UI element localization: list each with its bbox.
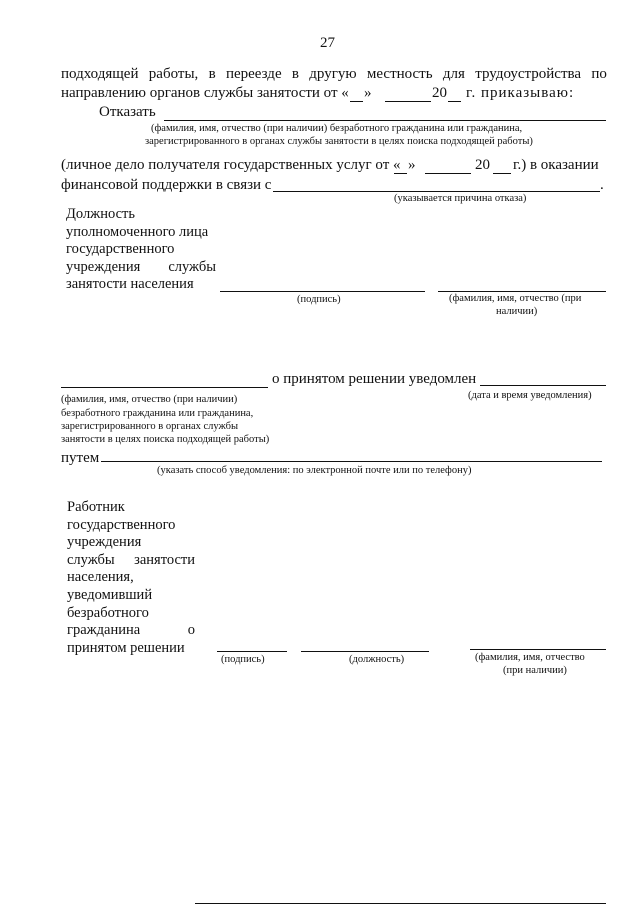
worker-line: уведомивший — [67, 586, 153, 603]
official-name-note-2: наличии) — [496, 306, 538, 317]
support-line-end: . — [600, 177, 604, 193]
word: службы — [67, 551, 115, 568]
worker-position-field — [301, 651, 429, 652]
worker-line: учреждения — [67, 534, 142, 551]
worker-line — [67, 622, 195, 640]
case-line-start: (личное дело получателя государственных услуг от « — [61, 157, 401, 173]
worker-name-field — [470, 649, 606, 650]
official-line — [66, 259, 216, 277]
official-line: уполномоченного лица — [66, 223, 209, 240]
reason-note: (указывается причина отказа) — [394, 193, 527, 204]
word: о — [187, 622, 195, 639]
refuse-label: Отказать — [99, 104, 156, 120]
refuse-note-line-2: зарегистрированного в органах службы занятости в целях поиска подходящей работы) — [145, 136, 533, 147]
notified-note-2: безработного гражданина или гражданина, — [61, 408, 254, 419]
page-number: 27 — [320, 35, 335, 51]
case-quote-close: » — [408, 157, 416, 173]
case-day-blank — [394, 173, 407, 174]
worker-line — [67, 552, 195, 570]
word: местность — [366, 66, 433, 82]
official-title-block — [66, 206, 216, 294]
word: гражданина — [67, 622, 141, 639]
day-blank — [350, 101, 363, 102]
official-signature-note: (подпись) — [297, 294, 341, 305]
reason-field — [273, 191, 600, 192]
quote-close: » — [364, 85, 372, 101]
word: службы — [168, 258, 216, 275]
word: переезде — [225, 66, 282, 82]
worker-line: Работник — [67, 499, 125, 515]
way-note: (указать способ уведомления: по электронной почте или по телефону) — [157, 465, 472, 476]
word: другую — [309, 66, 357, 82]
worker-line: государственного — [67, 516, 176, 533]
word: по — [591, 66, 607, 82]
order-phrase: г. приказываю: — [466, 85, 575, 101]
month-blank — [385, 101, 431, 102]
worker-signature-note: (подпись) — [221, 654, 265, 665]
official-name-field — [438, 291, 606, 292]
notified-text: о принятом решении уведомлен — [272, 371, 477, 387]
way-label: путем — [61, 450, 100, 466]
case-year-blank — [493, 173, 511, 174]
official-line: государственного — [66, 241, 175, 258]
notified-date-note: (дата и время уведомления) — [468, 390, 592, 401]
notified-name-field — [61, 387, 268, 388]
official-line: занятости населения — [66, 276, 194, 293]
support-line-text: финансовой поддержки в связи с — [61, 177, 272, 193]
year-blank — [448, 101, 461, 102]
word: для — [442, 66, 465, 82]
word: трудоустройства — [475, 66, 582, 82]
notified-note-4: занятости в целях поиска подходящей работы) — [61, 434, 270, 445]
paragraph-line-1 — [61, 66, 607, 83]
case-month-blank — [425, 173, 471, 174]
word: подходящей — [61, 66, 139, 82]
word: в — [291, 66, 299, 82]
worker-name-note-1: (фамилия, имя, отчество — [475, 652, 585, 663]
official-signature-field — [220, 291, 425, 292]
notified-note-3: зарегистрированного в органах службы — [61, 421, 239, 432]
case-year-prefix: 20 — [475, 157, 490, 173]
way-field — [101, 461, 602, 462]
word: работы, — [148, 66, 199, 82]
notified-note-1: (фамилия, имя, отчество (при наличии) — [61, 394, 238, 405]
worker-line: населения, — [67, 569, 134, 586]
worker-line: принятом решении — [67, 639, 185, 656]
official-name-note-1: (фамилия, имя, отчество (при — [449, 293, 582, 304]
official-line: Должность — [66, 206, 135, 222]
word: учреждения — [66, 258, 141, 275]
worker-title-block — [67, 499, 195, 657]
worker-signature-field — [217, 651, 287, 652]
refuse-name-field — [164, 120, 606, 121]
worker-line: безработного — [67, 604, 149, 621]
paragraph-line-2-start: направлению органов службы занятости от « — [61, 85, 349, 101]
worker-position-note: (должность) — [349, 654, 405, 665]
case-line-end: г.) в оказании — [513, 157, 599, 173]
worker-name-note-2: (при наличии) — [503, 665, 567, 676]
refuse-note-line-1: (фамилия, имя, отчество (при наличии) безработного гражданина или гражданина, — [151, 123, 523, 134]
year-prefix: 20 — [432, 85, 447, 101]
word: занятости — [134, 551, 195, 568]
notified-date-field — [480, 385, 606, 386]
word: в — [208, 66, 216, 82]
bottom-divider — [195, 903, 606, 904]
